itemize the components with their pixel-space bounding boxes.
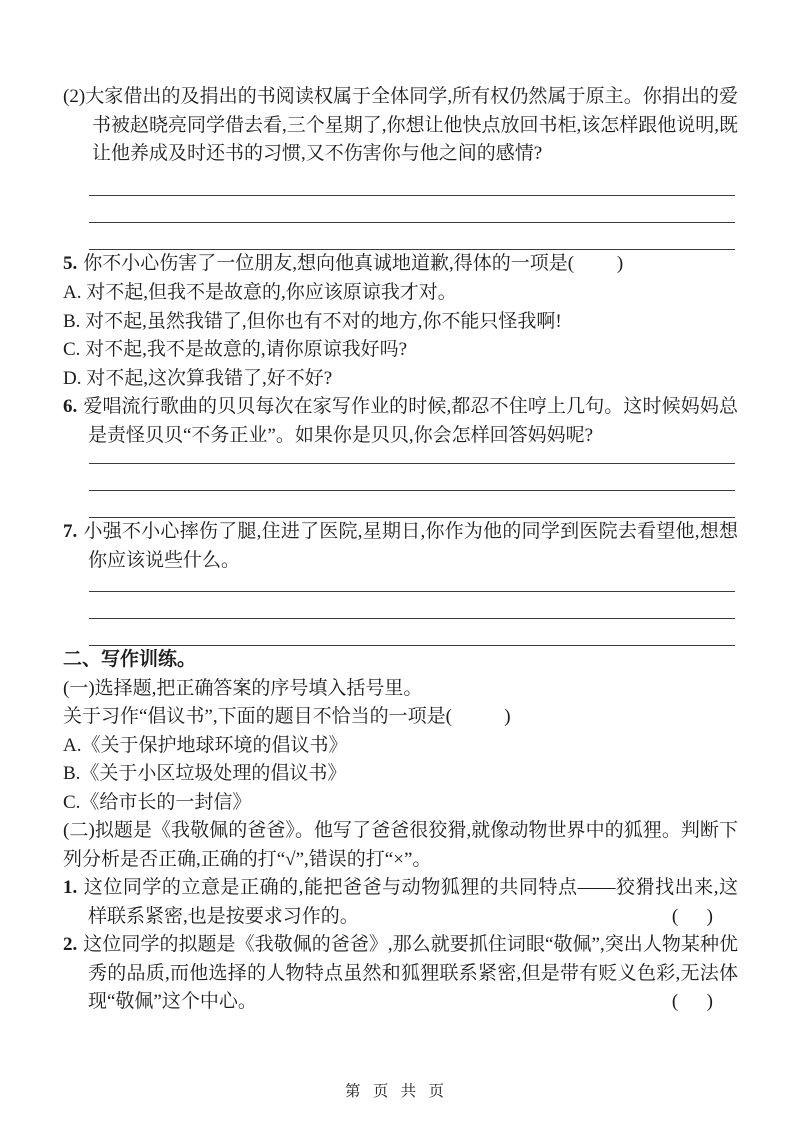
question-6-text: 爱唱流行歌曲的贝贝每次在家写作业的时候,都忍不住哼上几句。这时候妈妈总是责怪贝贝“不务正业”。如果你是贝贝,你会怎样回答妈妈呢? bbox=[83, 396, 738, 446]
part-1-option-a: A.《关于保护地球环境的倡议书》 bbox=[63, 734, 348, 756]
tf-item-1 bbox=[63, 874, 738, 931]
tf-item-2 bbox=[63, 931, 738, 1017]
page-footer: 第 页 共 页 bbox=[345, 1083, 448, 1100]
answer-lines-q2 bbox=[63, 169, 738, 250]
question-5 bbox=[63, 250, 738, 279]
section-2-title: 二、写作训练。 bbox=[63, 649, 197, 670]
part-1-option-c: C.《给市长的一封信》 bbox=[63, 791, 252, 813]
answer-line bbox=[89, 619, 735, 646]
question-5-option-c: C. 对不起,我不是故意的,请你原谅我好吗? bbox=[63, 339, 408, 360]
question-5-option-a: A. 对不起,但我不是故意的,你应该原谅我才对。 bbox=[63, 282, 457, 303]
tf-item-1-number: 1. bbox=[63, 877, 78, 898]
answer-line bbox=[89, 491, 735, 518]
part-1-question: 关于习作“倡议书”,下面的题目不恰当的一项是( ) bbox=[63, 706, 511, 727]
part-2-instruction: (二)拟题是《我敬佩的爸爸》。他写了爸爸很狡猾,就像动物世界中的狐狸。判断下列分析是否正确,正确的打“√”,错误的打“×”。 bbox=[63, 820, 738, 870]
question-2-text: 大家借出的及捐出的书阅读权属于全体同学,所有权仍然属于原主。你捐出的爱书被赵晓亮同学借去看,三个星期了,你想让他快点放回书柜,该怎样跟他说明,既让他养成及时还书的习惯,又不伤害你与他之间的感情? bbox=[85, 86, 739, 164]
question-7-text: 小强不小心摔伤了腿,住进了医院,星期日,你作为他的同学到医院去看望他,想想你应该说些什么。 bbox=[83, 521, 738, 571]
answer-line bbox=[89, 464, 735, 491]
question-7-number: 7. bbox=[63, 521, 78, 542]
question-2-number: (2) bbox=[63, 86, 86, 107]
tf-item-1-answer-bracket: ( ) bbox=[671, 905, 713, 927]
answer-line bbox=[89, 169, 735, 196]
question-2 bbox=[63, 83, 738, 169]
answer-lines-q7 bbox=[63, 565, 738, 646]
question-6-number: 6. bbox=[63, 396, 78, 417]
answer-line bbox=[89, 223, 735, 250]
tf-item-1-text: 这位同学的立意是正确的,能把爸爸与动物狐狸的共同特点——狡猾找出来,这样联系紧密,也是按要求习作的。 bbox=[83, 877, 738, 927]
tf-item-2-text: 这位同学的拟题是《我敬佩的爸爸》,那么就要抓住词眼“敬佩”,突出人物某种优秀的品质,而他选择的人物特点虽然和狐狸联系紧密,但是带有贬义色彩,无法体现“敬佩”这个中心。 bbox=[83, 934, 738, 1012]
question-5-option-b: B. 对不起,虽然我错了,但你也有不对的地方,你不能只怪我啊! bbox=[63, 310, 562, 332]
part-1-instruction: (一)选择题,把正确答案的序号填入括号里。 bbox=[63, 677, 423, 699]
question-5-options bbox=[63, 279, 738, 393]
tf-item-2-answer-bracket: ( ) bbox=[671, 991, 713, 1012]
question-5-option-d: D. 对不起,这次算我错了,好不好? bbox=[63, 367, 333, 389]
page-content bbox=[63, 0, 738, 1017]
tf-item-2-number: 2. bbox=[63, 934, 78, 955]
part-1-option-b: B.《关于小区垃圾处理的倡议书》 bbox=[63, 763, 347, 784]
question-5-number: 5. bbox=[63, 252, 78, 274]
question-5-stem: 你不小心伤害了一位朋友,想向他真诚地道歉,得体的一项是( ) bbox=[83, 252, 624, 274]
answer-line bbox=[89, 592, 735, 619]
answer-line bbox=[89, 196, 735, 223]
